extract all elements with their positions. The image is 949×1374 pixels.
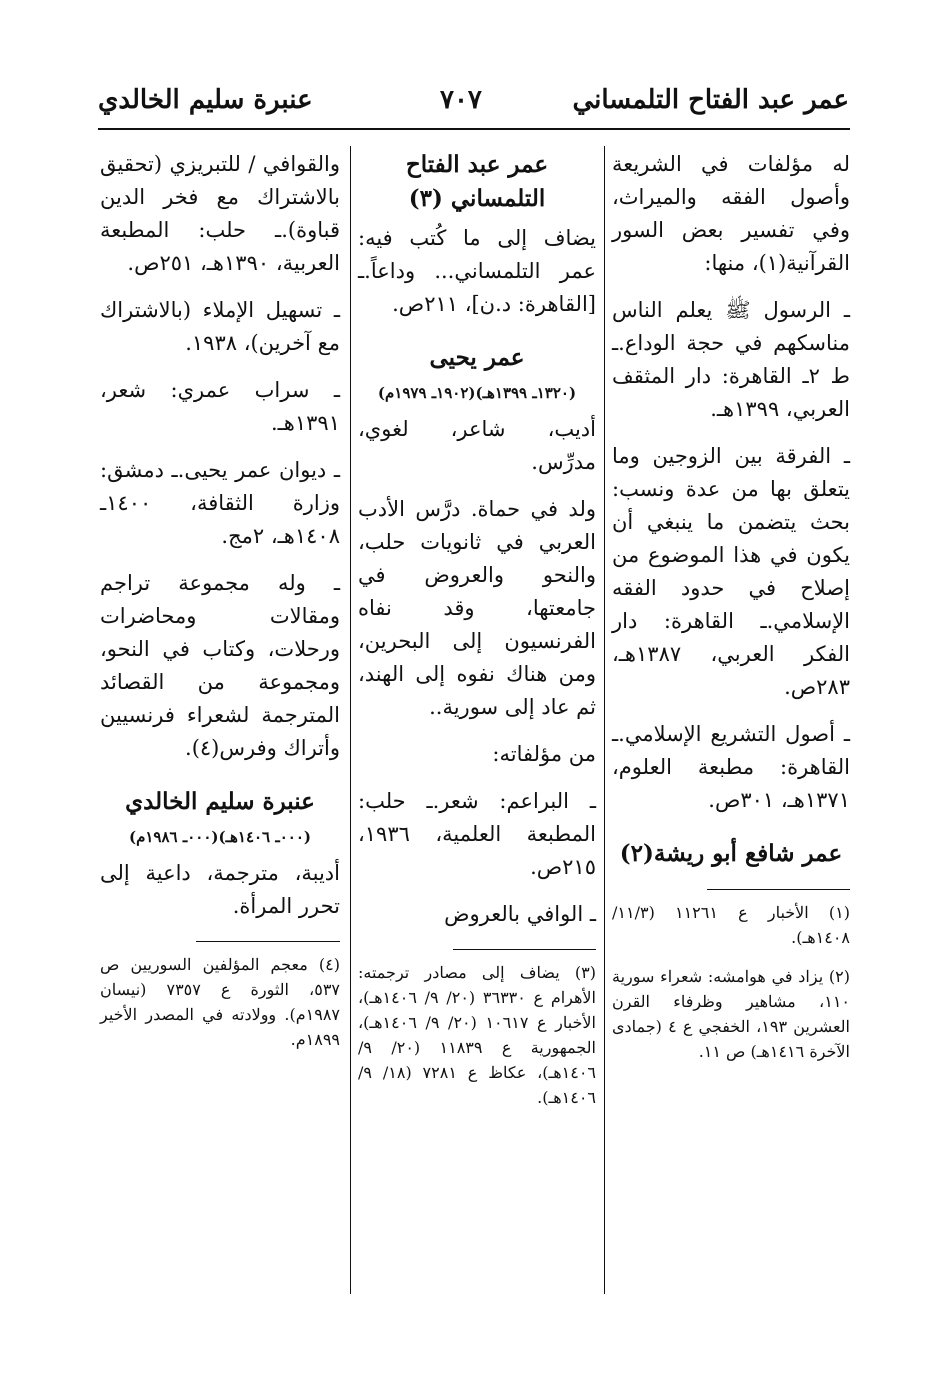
entry-title: عمر يحيى: [429, 344, 525, 371]
paragraph: يضاف إلى ما كُتب فيه: عمر التلمساني... وداعاً.ـ [القاهرة: د.ن]، ٢١١ص.: [358, 226, 596, 316]
paragraph: أديبة، مترجمة، داعية إلى تحرر المرأة.: [100, 861, 340, 918]
entry-dates: (٠٠٠ـ ١٤٠٦هـ)(٠٠٠ـ ١٩٨٦م): [128, 828, 312, 846]
page-number: ٧٠٧: [440, 85, 482, 115]
paragraph: ـ أصول التشريع الإسلامي.ـ القاهرة: مطبعة العلوم، ١٣٧١هـ، ٣٠١ص.: [612, 722, 850, 812]
entry-title: عنبرة سليم الخالدي: [125, 788, 315, 815]
running-header-right: عمر عبد الفتاح التلمساني: [572, 85, 849, 115]
footnote: (٤) معجم المؤلفين السوريين ص ٥٣٧، الثورة ع ٧٣٥٧ (نيسان ١٩٨٧م). وولادته في المصدر الأخير ١٨٩٩م.: [100, 955, 340, 1049]
paragraph: ـ تسهيل الإملاء (بالاشتراك مع آخرين)، ١٩٣٨.: [100, 298, 340, 355]
paragraph: ـ وله مجموعة تراجم ومقالات ومحاضرات ورحلات، وكتاب في النحو، ومجموعة من القصائد المترجمة لشعراء فرنسيين وأتراك وفرس(٤).: [100, 571, 340, 760]
paragraph: أديب، شاعر، لغوي، مدرِّس.: [358, 417, 596, 474]
footnote: (٢) يزاد في هوامشه: شعراء سورية ١١٠، مشاهير وظرفاء القرن العشرين ١٩٣، الخفجي ع ٤ (جمادى الآخرة ١٤١٦هـ) ص ١١.: [612, 967, 850, 1061]
paragraph: ـ سراب عمري: شعر، ١٣٩١هـ.: [100, 378, 340, 435]
column-left: [100, 148, 340, 1066]
column-divider: [604, 146, 605, 1294]
running-header-left: عنبرة سليم الخالدي: [98, 85, 313, 115]
entry-title: عمر شافع أبو ريشة(٢): [619, 840, 843, 867]
column-right: [612, 148, 850, 1078]
column-divider: [350, 146, 351, 1294]
entry-dates: (١٣٢٠ـ ١٣٩٩هـ)(١٩٠٢ـ ١٩٧٩م): [377, 384, 577, 402]
footnote: (٣) يضاف إلى مصادر ترجمته: الأهرام ع ٣٦٣٣٠ (٢٠/ ٩/ ١٤٠٦هـ)، الأخبار ع ١٠٦١٧ (٢٠/ ٩/ ١٤٠٦هـ)، الجمهورية ع ١١٨٣٩ (٢٠/ ٩/ ١٤٠٦هـ)، عكاظ ع ٧٢٨١ (١٨/ ٩/ ١٤٠٦هـ).: [358, 963, 597, 1107]
footnote-rule: [707, 889, 850, 890]
paragraph: ـ ديوان عمر يحيى.ـ دمشق: وزارة الثقافة، ١٤٠٠ـ ١٤٠٨هـ، ٢مج.: [100, 458, 340, 548]
paragraph: ـ الوافي بالعروض: [444, 902, 596, 926]
paragraph: ولد في حماة. درَّس الأدب العربي في ثانويات حلب، والنحو والعروض في جامعتها، وقد نفاه الفرنسيون إلى البحرين، ومن هناك نفوه إلى الهند، ثم عاد إلى سورية..: [358, 497, 596, 719]
paragraph: ـ البراعم: شعر.ـ حلب: المطبعة العلمية، ١٩٣٦، ٢١٥ص.: [358, 789, 596, 879]
column-middle: [358, 148, 596, 1124]
entry-title: عمر عبد الفتاح التلمساني (٣): [405, 151, 549, 212]
paragraph: والقوافي / للتبريزي (تحقيق بالاشتراك مع فخر الدين قباوة).ـ حلب: المطبعة العربية، ١٣٩٠هـ، ٢٥١ص.: [100, 152, 340, 275]
footnote: (١) الأخبار ع ١١٢٦١ (١١/٣/ ١٤٠٨هـ).: [612, 903, 851, 947]
header-rule: [98, 128, 850, 130]
footnote-rule: [453, 949, 596, 950]
footnote-rule: [196, 941, 340, 942]
paragraph: من مؤلفاته:: [492, 742, 596, 766]
paragraph: ـ الفرقة بين الزوجين وما يتعلق بها من عدة ونسب: بحث يتضمن ما ينبغي أن يكون في هذا الموضوع من إصلاح في حدود الفقه الإسلامي.ـ القاهرة: دار الفكر العربي، ١٣٨٧هـ، ٢٨٣ص.: [612, 444, 850, 699]
paragraph: ـ الرسول ﷺ يعلم الناس مناسكهم في حجة الوداع.ـ ط ٢ـ القاهرة: دار المثقف العربي، ١٣٩٩هـ.: [612, 298, 850, 421]
paragraph: له مؤلفات في الشريعة وأصول الفقه والميراث، وفي تفسير بعض السور القرآنية(١)، منها:: [612, 152, 850, 275]
